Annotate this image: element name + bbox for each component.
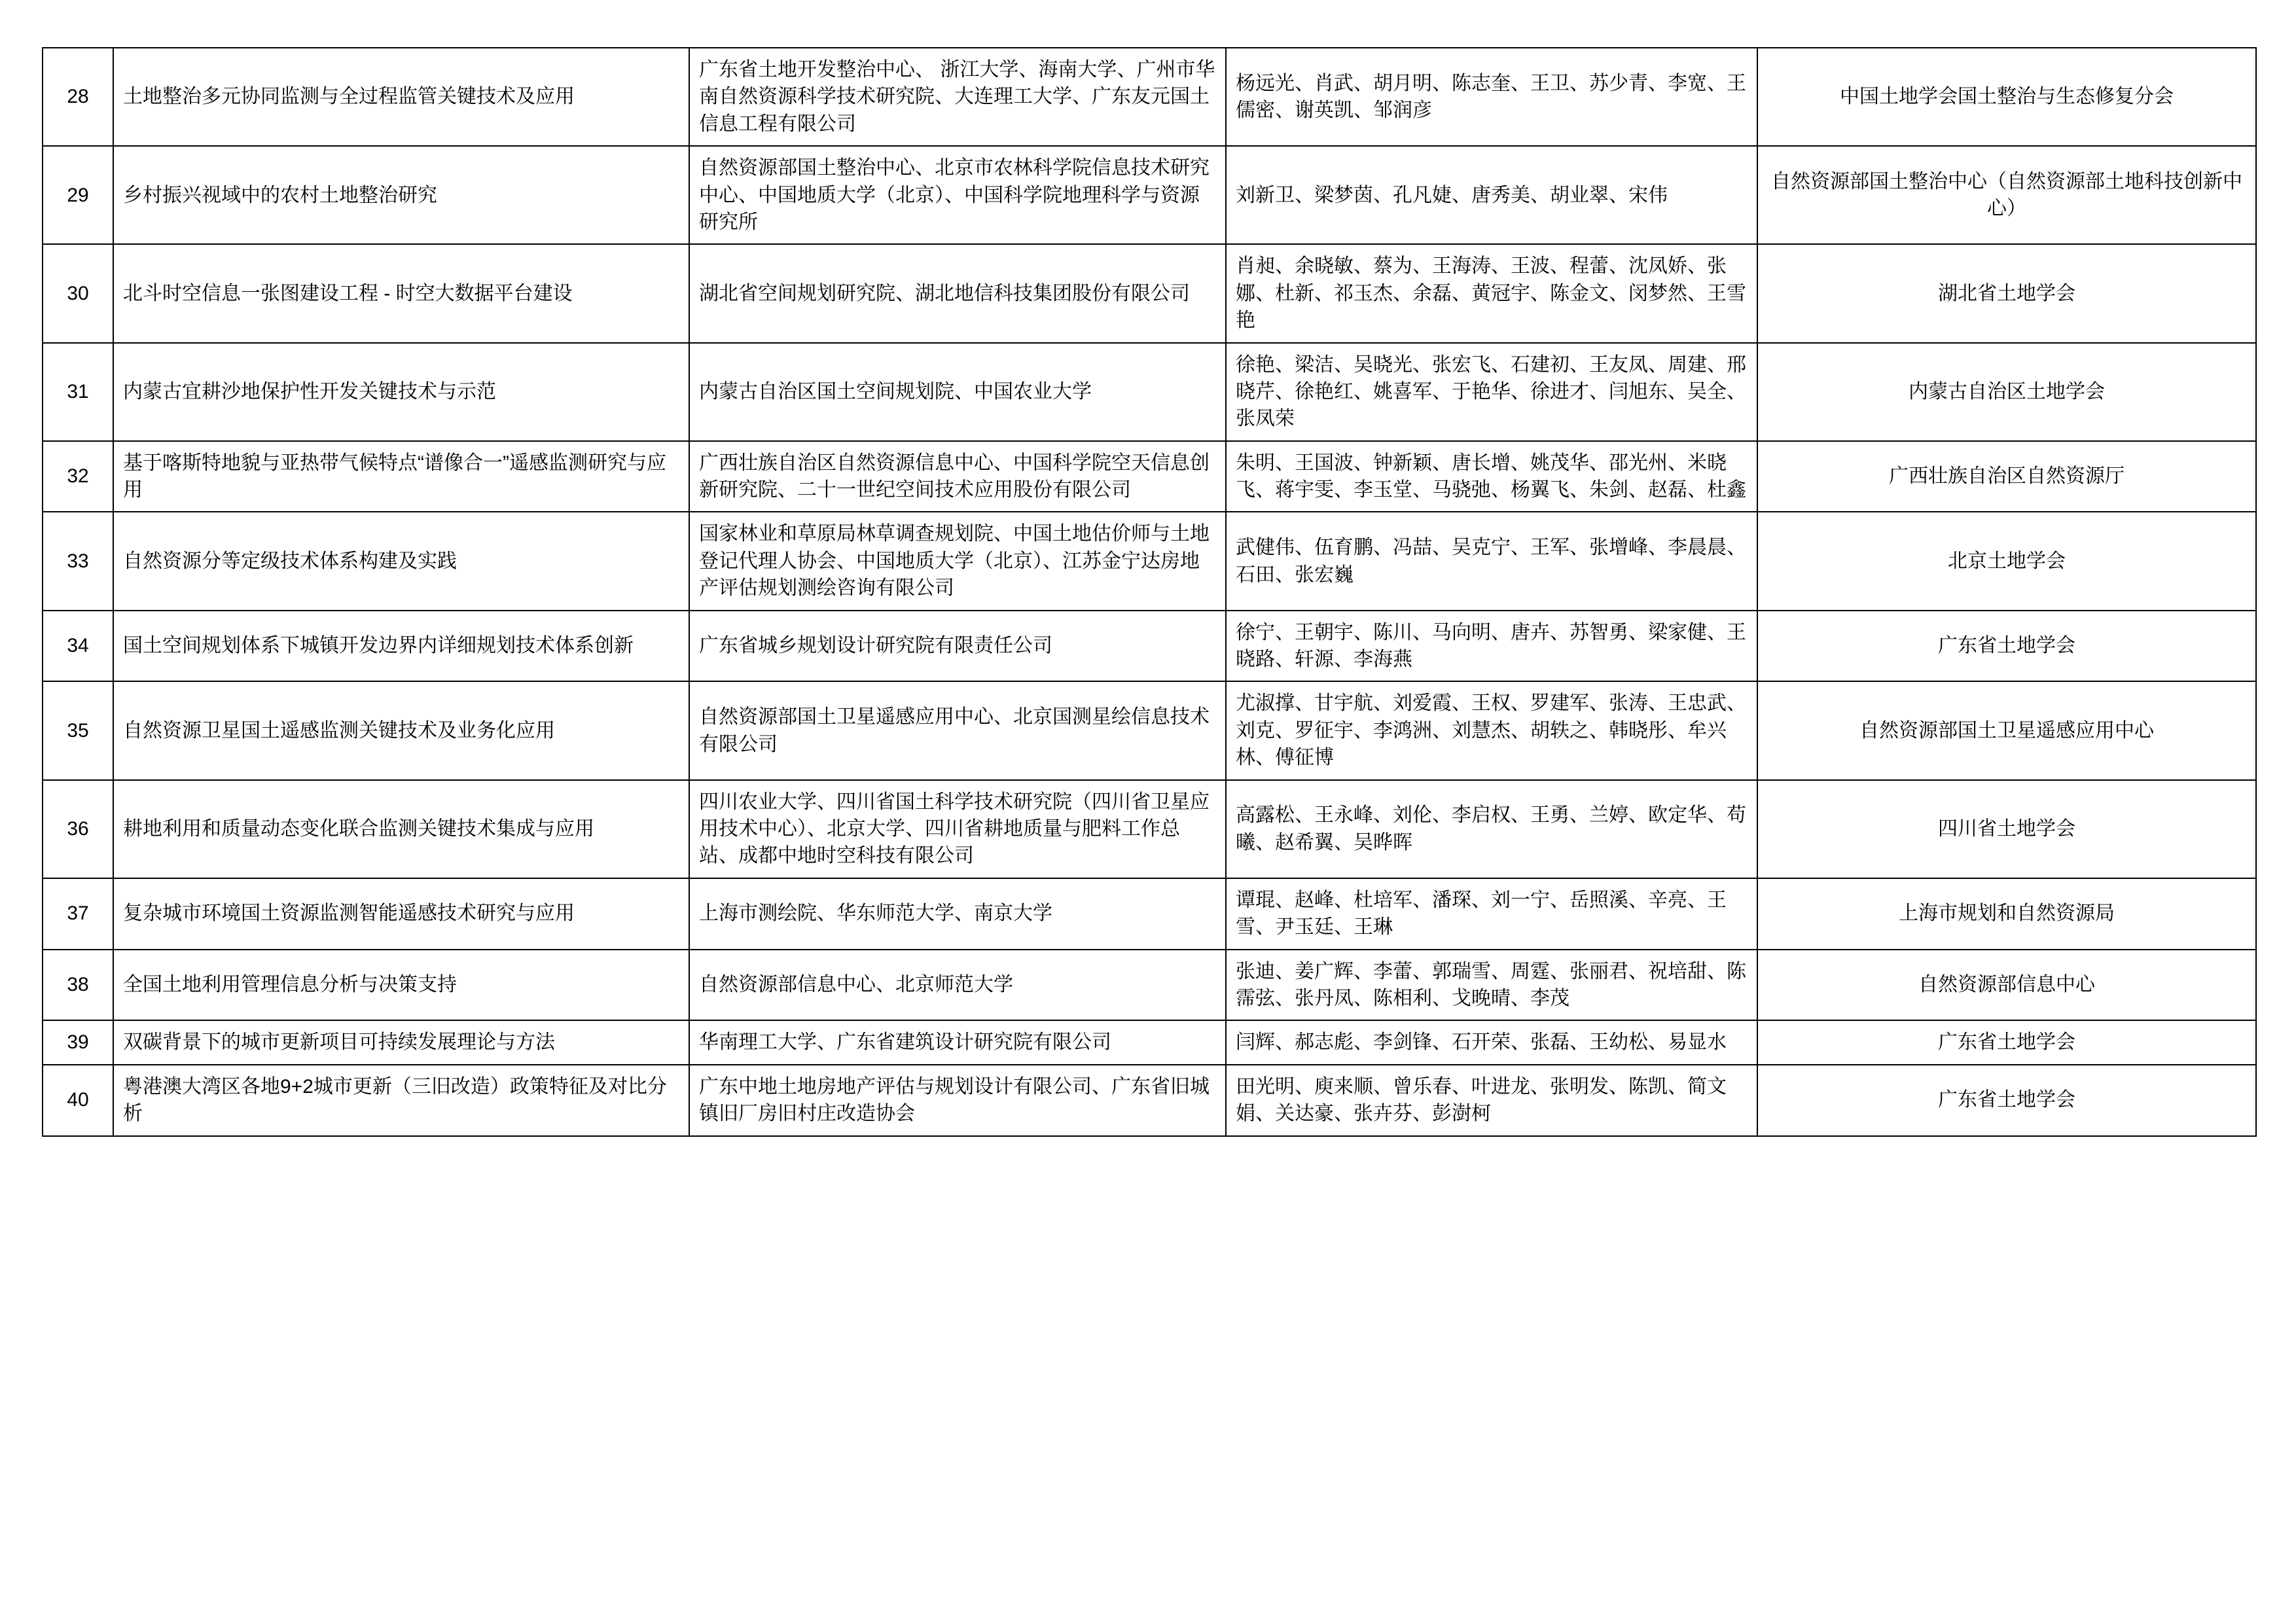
completing-people: 徐宁、王朝宇、陈川、马向明、唐卉、苏智勇、梁家健、王晓路、轩源、李海燕 [1226, 611, 1757, 682]
project-title: 乡村振兴视域中的农村土地整治研究 [113, 146, 689, 244]
row-number: 30 [43, 244, 113, 342]
row-number: 32 [43, 441, 113, 512]
project-title: 北斗时空信息一张图建设工程 - 时空大数据平台建设 [113, 244, 689, 342]
award-projects-table [42, 47, 2257, 1137]
recommending-unit: 中国土地学会国土整治与生态修复分会 [1757, 48, 2256, 146]
recommending-unit: 自然资源部国土卫星遥感应用中心 [1757, 681, 2256, 779]
project-title: 国土空间规划体系下城镇开发边界内详细规划技术体系创新 [113, 611, 689, 682]
project-title: 双碳背景下的城市更新项目可持续发展理论与方法 [113, 1020, 689, 1064]
table-row [43, 512, 2256, 610]
recommending-unit: 上海市规划和自然资源局 [1757, 878, 2256, 950]
row-number: 29 [43, 146, 113, 244]
table-row [43, 1020, 2256, 1064]
completing-people: 闫辉、郝志彪、李剑锋、石开荣、张磊、王幼松、易显水 [1226, 1020, 1757, 1064]
recommending-unit: 广东省土地学会 [1757, 1020, 2256, 1064]
row-number: 35 [43, 681, 113, 779]
row-number: 33 [43, 512, 113, 610]
project-title: 复杂城市环境国土资源监测智能遥感技术研究与应用 [113, 878, 689, 950]
row-number: 36 [43, 780, 113, 878]
completing-people: 武健伟、伍育鹏、冯喆、吴克宁、王军、张增峰、李晨晨、石田、张宏巍 [1226, 512, 1757, 610]
recommending-unit: 自然资源部信息中心 [1757, 950, 2256, 1021]
completing-organizations: 四川农业大学、四川省国土科学技术研究院（四川省卫星应用技术中心）、北京大学、四川省耕地质量与肥料工作总站、成都中地时空科技有限公司 [689, 780, 1226, 878]
table-row [43, 343, 2256, 441]
completing-people: 肖昶、余晓敏、蔡为、王海涛、王波、程蕾、沈凤娇、张娜、杜新、祁玉杰、余磊、黄冠宇、陈金文、闵梦然、王雪艳 [1226, 244, 1757, 342]
recommending-unit: 湖北省土地学会 [1757, 244, 2256, 342]
completing-organizations: 广东中地土地房地产评估与规划设计有限公司、广东省旧城镇旧厂房旧村庄改造协会 [689, 1065, 1226, 1136]
completing-organizations: 广东省城乡规划设计研究院有限责任公司 [689, 611, 1226, 682]
table-row [43, 244, 2256, 342]
project-title: 土地整治多元协同监测与全过程监管关键技术及应用 [113, 48, 689, 146]
row-number: 39 [43, 1020, 113, 1064]
recommending-unit: 广东省土地学会 [1757, 611, 2256, 682]
completing-organizations: 国家林业和草原局林草调查规划院、中国土地估价师与土地登记代理人协会、中国地质大学（北京）、江苏金宁达房地产评估规划测绘咨询有限公司 [689, 512, 1226, 610]
completing-people: 谭琨、赵峰、杜培军、潘琛、刘一宁、岳照溪、辛亮、王雪、尹玉廷、王琳 [1226, 878, 1757, 950]
table-row [43, 878, 2256, 950]
recommending-unit: 北京土地学会 [1757, 512, 2256, 610]
completing-people: 高露松、王永峰、刘伦、李启权、王勇、兰婷、欧定华、苟曦、赵希翼、吴晔晖 [1226, 780, 1757, 878]
recommending-unit: 四川省土地学会 [1757, 780, 2256, 878]
completing-people: 张迪、姜广辉、李蕾、郭瑞雪、周霆、张丽君、祝培甜、陈霈弦、张丹凤、陈相利、戈晚晴、李茂 [1226, 950, 1757, 1021]
completing-people: 刘新卫、梁梦茵、孔凡婕、唐秀美、胡业翠、宋伟 [1226, 146, 1757, 244]
completing-organizations: 广东省土地开发整治中心、 浙江大学、海南大学、广州市华南自然资源科学技术研究院、大连理工大学、广东友元国土信息工程有限公司 [689, 48, 1226, 146]
row-number: 34 [43, 611, 113, 682]
completing-organizations: 广西壮族自治区自然资源信息中心、中国科学院空天信息创新研究院、二十一世纪空间技术应用股份有限公司 [689, 441, 1226, 512]
table-row [43, 146, 2256, 244]
completing-organizations: 自然资源部国土整治中心、北京市农林科学院信息技术研究中心、中国地质大学（北京）、中国科学院地理科学与资源研究所 [689, 146, 1226, 244]
completing-people: 田光明、庾来顺、曾乐春、叶进龙、张明发、陈凯、简文娟、关达豪、张卉芬、彭澍柯 [1226, 1065, 1757, 1136]
table-row [43, 1065, 2256, 1136]
project-title: 耕地利用和质量动态变化联合监测关键技术集成与应用 [113, 780, 689, 878]
row-number: 40 [43, 1065, 113, 1136]
completing-organizations: 自然资源部国土卫星遥感应用中心、北京国测星绘信息技术有限公司 [689, 681, 1226, 779]
completing-organizations: 湖北省空间规划研究院、湖北地信科技集团股份有限公司 [689, 244, 1226, 342]
row-number: 37 [43, 878, 113, 950]
table-row [43, 611, 2256, 682]
completing-people: 徐艳、梁洁、吴晓光、张宏飞、石建初、王友凤、周建、邢晓芹、徐艳红、姚喜军、于艳华、徐进才、闫旭东、吴全、张凤荣 [1226, 343, 1757, 441]
table-row [43, 780, 2256, 878]
completing-organizations: 华南理工大学、广东省建筑设计研究院有限公司 [689, 1020, 1226, 1064]
completing-organizations: 自然资源部信息中心、北京师范大学 [689, 950, 1226, 1021]
project-title: 全国土地利用管理信息分析与决策支持 [113, 950, 689, 1021]
table-container [42, 47, 2255, 1137]
row-number: 38 [43, 950, 113, 1021]
row-number: 28 [43, 48, 113, 146]
completing-organizations: 内蒙古自治区国土空间规划院、中国农业大学 [689, 343, 1226, 441]
table-row [43, 681, 2256, 779]
table-row [43, 48, 2256, 146]
recommending-unit: 自然资源部国土整治中心（自然资源部土地科技创新中心） [1757, 146, 2256, 244]
project-title: 自然资源卫星国土遥感监测关键技术及业务化应用 [113, 681, 689, 779]
recommending-unit: 广东省土地学会 [1757, 1065, 2256, 1136]
project-title: 粤港澳大湾区各地9+2城市更新（三旧改造）政策特征及对比分析 [113, 1065, 689, 1136]
project-title: 基于喀斯特地貌与亚热带气候特点“谱像合一”遥感监测研究与应用 [113, 441, 689, 512]
recommending-unit: 内蒙古自治区土地学会 [1757, 343, 2256, 441]
table-body [43, 48, 2256, 1136]
completing-people: 朱明、王国波、钟新颖、唐长增、姚茂华、邵光州、米晓飞、蒋宇雯、李玉堂、马骁弛、杨翼飞、朱剑、赵磊、杜鑫 [1226, 441, 1757, 512]
project-title: 内蒙古宜耕沙地保护性开发关键技术与示范 [113, 343, 689, 441]
completing-people: 杨远光、肖武、胡月明、陈志奎、王卫、苏少青、李宽、王儒密、谢英凯、邹润彦 [1226, 48, 1757, 146]
row-number: 31 [43, 343, 113, 441]
table-row [43, 441, 2256, 512]
completing-people: 尤淑撑、甘宇航、刘爱霞、王权、罗建军、张涛、王忠武、刘克、罗征宇、李鸿洲、刘慧杰、胡轶之、韩晓彤、牟兴林、傅征博 [1226, 681, 1757, 779]
table-row [43, 950, 2256, 1021]
recommending-unit: 广西壮族自治区自然资源厅 [1757, 441, 2256, 512]
completing-organizations: 上海市测绘院、华东师范大学、南京大学 [689, 878, 1226, 950]
project-title: 自然资源分等定级技术体系构建及实践 [113, 512, 689, 610]
